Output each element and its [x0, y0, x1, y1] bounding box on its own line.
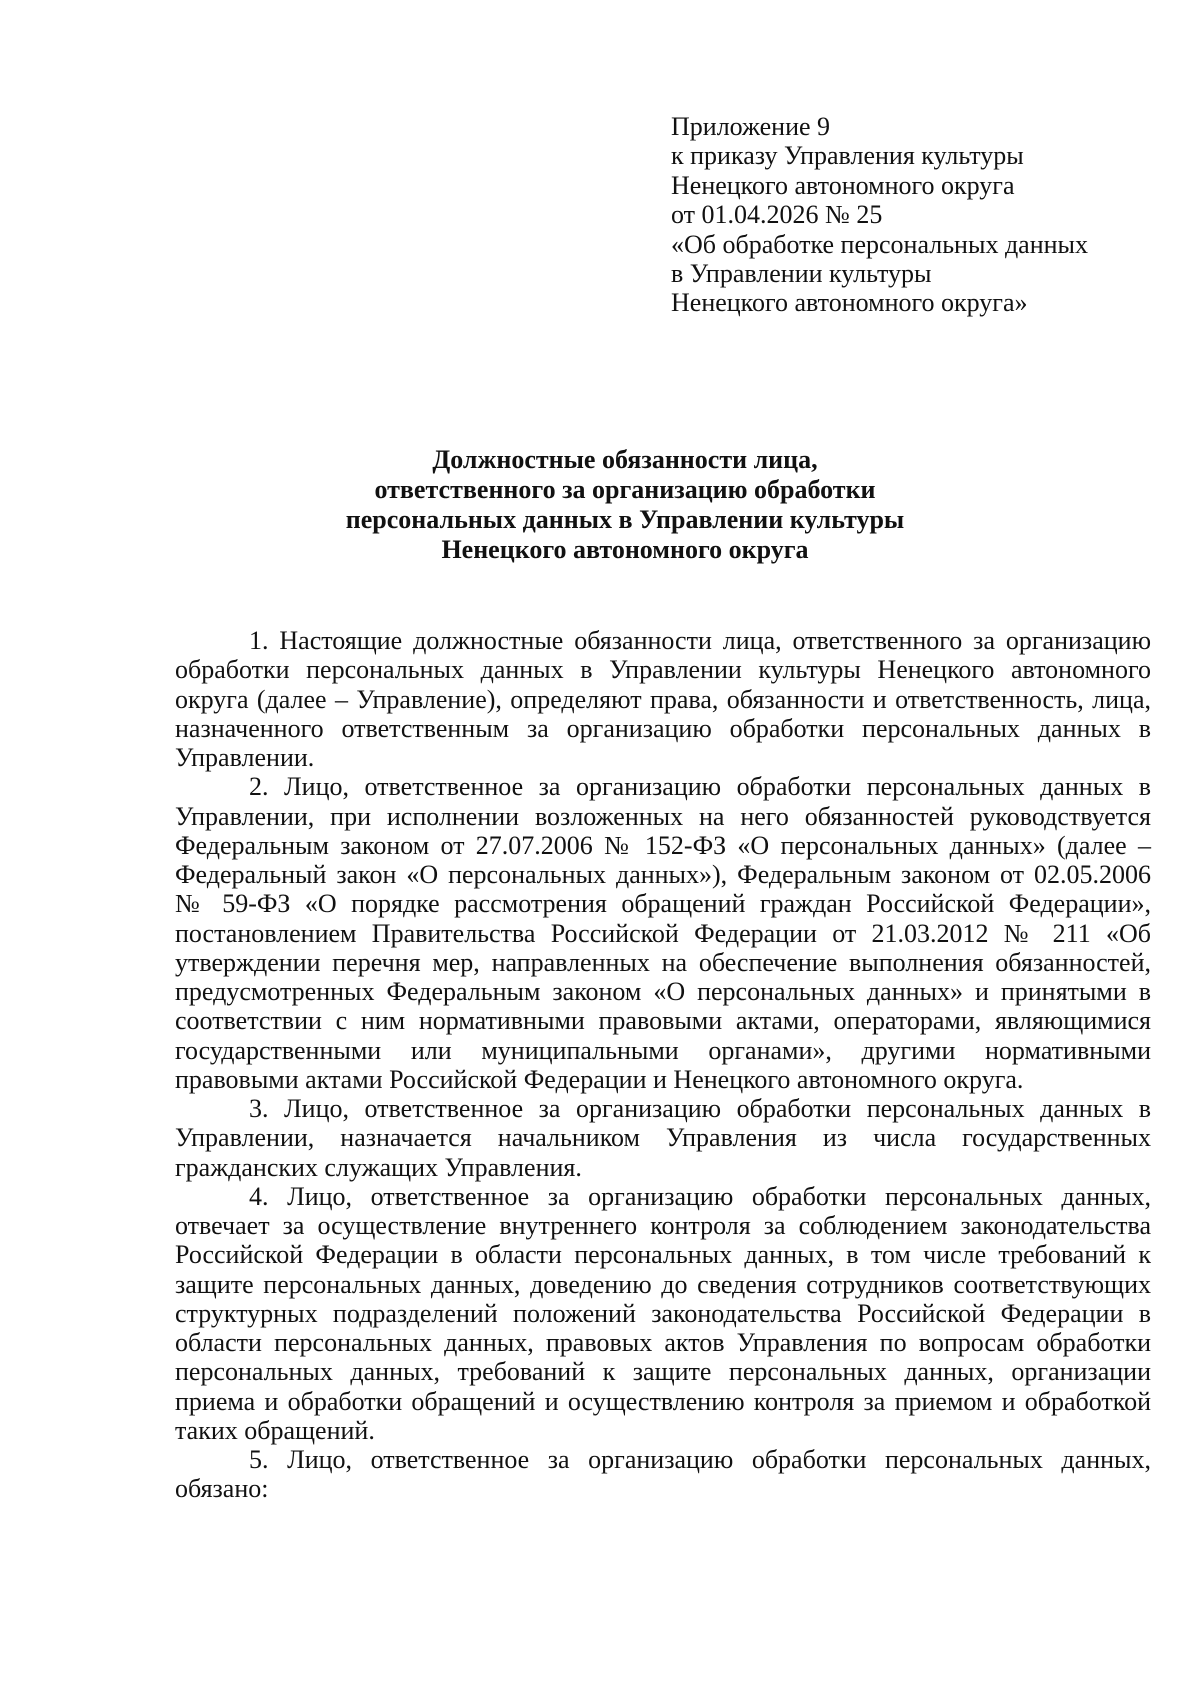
appendix-line: Ненецкого автономного округа»	[671, 288, 1028, 318]
title-line: Должностные обязанности лица,	[432, 445, 818, 474]
paragraph-2: 2. Лицо, ответственное за организацию обработки персональных данных в Управлении, при исполнении возложенных на него обязанностей руководствуется Федеральным законом от 27.07.2006 № 152-ФЗ «О персональных данных» (далее – Федеральный закон «О персональных данных»), Федеральным законом от 02.05.2006 № 59-ФЗ «О порядке рассмотрения обращений граждан Российской Федерации», постановлением Правительства Российской Федерации от 21.03.2012 № 211 «Об утверждении перечня мер, направленных на обеспечение выполнения обязанностей, предусмотренных Федеральным законом «О персональных данных» и принятыми в соответствии с ним нормативными правовыми актами, операторами, являющимися государственными или муниципальными органами», другими нормативными правовыми актами Российской Федерации и Ненецкого автономного округа.	[175, 772, 1151, 1094]
appendix-line: Ненецкого автономного округа	[671, 170, 1015, 200]
appendix-header	[671, 112, 1141, 318]
paragraph-3: 3. Лицо, ответственное за организацию обработки персональных данных в Управлении, назначается начальником Управления из числа государственных гражданских служащих Управления.	[175, 1094, 1151, 1182]
document-title	[175, 445, 1075, 565]
paragraph-4: 4. Лицо, ответственное за организацию обработки персональных данных, отвечает за осуществление внутреннего контроля за соблюдением законодательства Российской Федерации в области персональных данных, в том числе требований к защите персональных данных, доведению до сведения сотрудников соответствующих структурных подразделений положений законодательства Российской Федерации в области персональных данных, правовых актов Управления по вопросам обработки персональных данных, требований к защите персональных данных, организации приема и обработки обращений и осуществлению контроля за приемом и обработкой таких обращений.	[175, 1181, 1151, 1445]
appendix-line: к приказу Управления культуры	[671, 141, 1024, 171]
title-line: ответственного за организацию обработки	[374, 475, 876, 504]
title-line: Ненецкого автономного округа	[441, 535, 809, 564]
document-body	[175, 626, 1151, 1504]
appendix-line: в Управлении культуры	[671, 259, 932, 289]
paragraph-5: 5. Лицо, ответственное за организацию обработки персональных данных, обязано:	[175, 1445, 1151, 1504]
appendix-line: Приложение 9	[671, 112, 831, 141]
appendix-line: от 01.04.2026 № 25	[671, 200, 883, 230]
paragraph-1: 1. Настоящие должностные обязанности лица, ответственного за организацию обработки персональных данных в Управлении культуры Ненецкого автономного округа (далее – Управление), определяют права, обязанности и ответственность, лица, назначенного ответственным за организацию обработки персональных данных в Управлении.	[175, 626, 1151, 772]
appendix-line: «Об обработке персональных данных	[671, 229, 1089, 259]
title-line: персональных данных в Управлении культуры	[345, 505, 905, 534]
